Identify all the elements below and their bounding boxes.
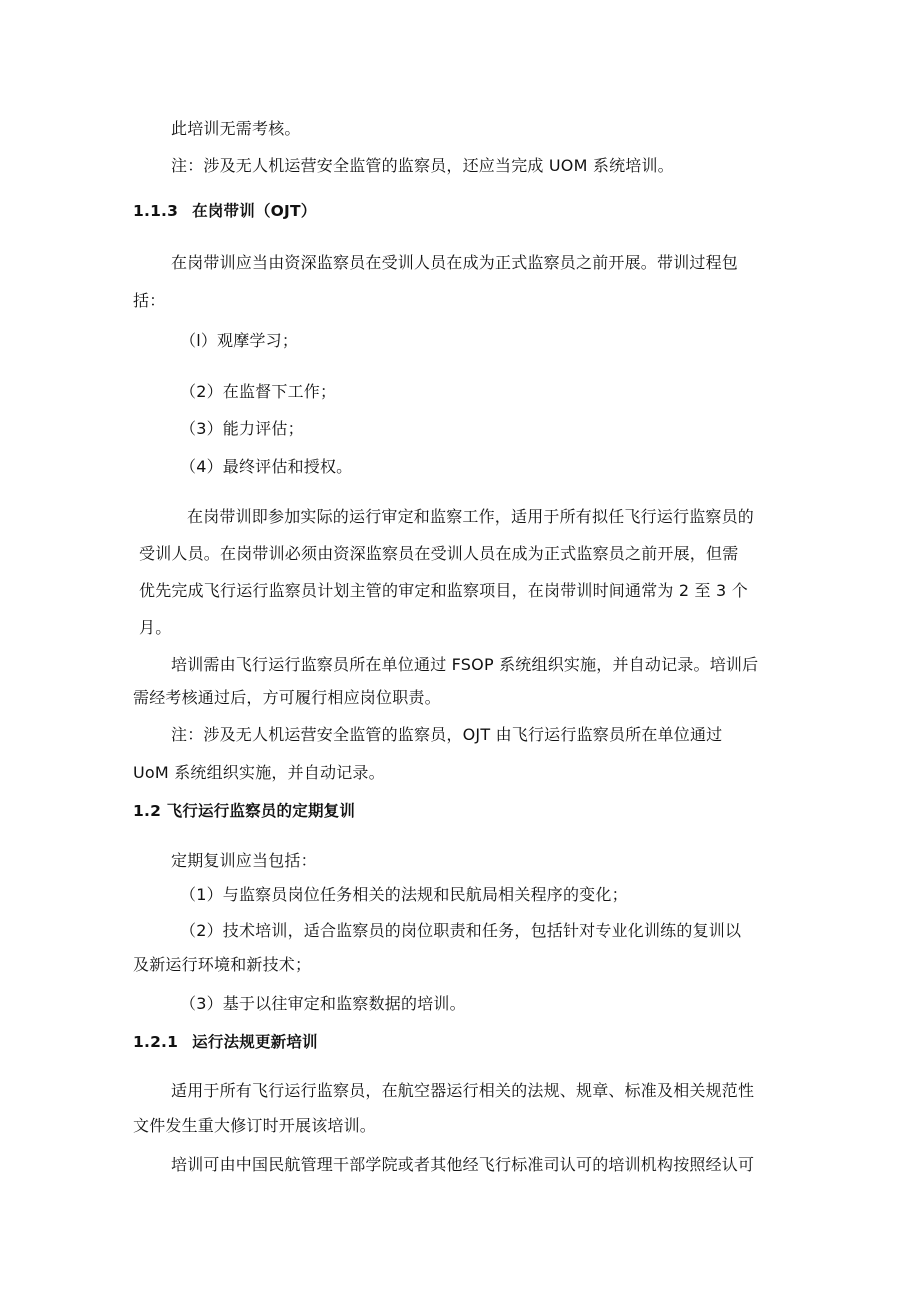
section-heading-1-2-1 (133, 1031, 318, 1053)
paragraph-line: 月。 (139, 618, 172, 637)
list-item: （3）基于以往审定和监察数据的培训。 (180, 994, 466, 1013)
paragraph-line: 此培训无需考核。 (171, 119, 301, 138)
paragraph-line: 需经考核通过后，方可履行相应岗位职责。 (133, 688, 441, 707)
paragraph-line: 适用于所有飞行运行监察员，在航空器运行相关的法规、规章、标准及相关规范性 (171, 1081, 755, 1100)
list-item: （3）能力评估； (180, 419, 304, 438)
list-item: （2）在监督下工作； (180, 382, 337, 401)
section-heading-1-1-3 (133, 200, 316, 222)
list-item-continuation: 及新运行环境和新技术； (133, 955, 312, 974)
list-item: （l）观摩学习； (180, 331, 299, 350)
section-title: 运行法规更新培训 (192, 1033, 318, 1051)
note-line: UoM 系统组织实施，并自动记录。 (133, 763, 385, 782)
paragraph-line: 定期复训应当包括： (171, 851, 317, 870)
paragraph-line: 优先完成飞行运行监察员计划主管的审定和监察项目，在岗带训时间通常为 2 至 3 个 (139, 581, 748, 600)
paragraph-line: 培训需由飞行运行监察员所在单位通过 FSOP 系统组织实施，并自动记录。培训后 (171, 655, 759, 674)
paragraph-line: 受训人员。在岗带训必须由资深监察员在受训人员在成为正式监察员之前开展，但需 (139, 544, 739, 563)
paragraph-line: 在岗带训应当由资深监察员在受训人员在成为正式监察员之前开展。带训过程包 (171, 253, 739, 272)
section-number: 1.2.1 (133, 1033, 179, 1051)
note-line: 注：涉及无人机运营安全监管的监察员，还应当完成 UOM 系统培训。 (171, 156, 674, 175)
list-item: （2）技术培训，适合监察员的岗位职责和任务，包括针对专业化训练的复训以 (180, 921, 742, 940)
section-number: 1.1.3 (133, 202, 179, 220)
paragraph-line: 括： (133, 291, 166, 310)
list-item: （4）最终评估和授权。 (180, 457, 353, 476)
paragraph-line: 文件发生重大修订时开展该培训。 (133, 1116, 377, 1135)
paragraph-line: 在岗带训即参加实际的运行审定和监察工作，适用于所有拟任飞行运行监察员的 (187, 507, 755, 526)
section-title: 在岗带训（OJT） (192, 202, 317, 220)
note-line: 注：涉及无人机运营安全监管的监察员，OJT 由飞行运行监察员所在单位通过 (171, 725, 723, 744)
paragraph-line: 培训可由中国民航管理干部学院或者其他经飞行标准司认可的培训机构按照经认可 (171, 1155, 755, 1174)
section-heading-1-2: 1.2 飞行运行监察员的定期复训 (133, 802, 356, 820)
list-item: （1）与监察员岗位任务相关的法规和民航局相关程序的变化； (180, 885, 628, 904)
